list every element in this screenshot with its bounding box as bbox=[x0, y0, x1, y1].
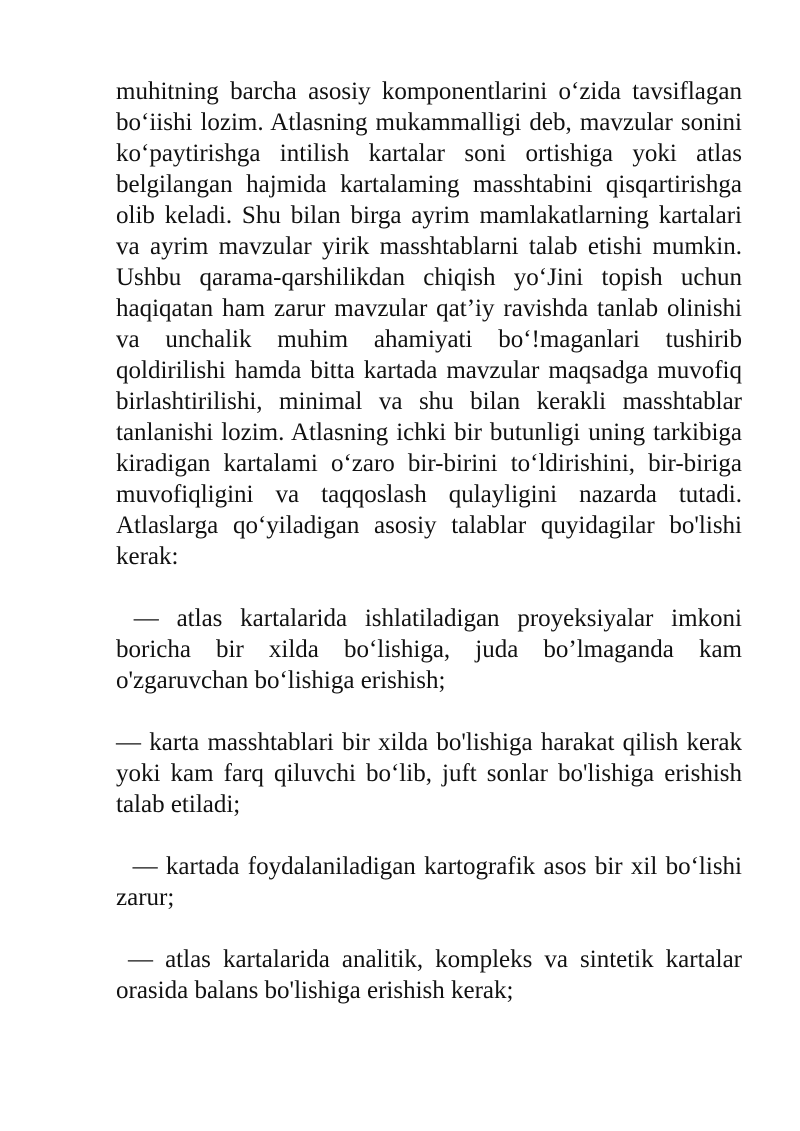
list-item-scales: — karta masshtablari bir xilda bo'lishiga harakat qilish kerak yoki kam farq qiluvchi bo‘lib, juft sonlar bo'lishiga erishish talab etiladi; bbox=[116, 729, 742, 818]
list-item-base: — kartada foydalaniladigan kartografik asos bir xil bo‘lishi zarur; bbox=[116, 853, 749, 911]
list-item-projections: — atlas kartalarida ishlatiladigan proyeksiyalar imkoni boricha bir xilda bo‘lishiga, juda bo’lmaganda kam o'zgaruvchan bo‘lishiga erishish; bbox=[116, 605, 749, 694]
list-item-balance: — atlas kartalarida analitik, kompleks va sintetik kartalar orasida balans bo'lishiga erishish kerak; bbox=[116, 946, 749, 1004]
document-page bbox=[116, 76, 749, 1006]
body-paragraph: muhitning barcha asosiy komponentlarini o‘zida tavsiflagan bo‘iishi lozim. Atlasning mukammalligi deb, mavzular sonini ko‘paytirishga intilish kartalar soni ortishiga yoki atlas belgilangan hajmida kartalaming masshtabini qisqartirishga olib keladi. Shu bilan birga ayrim mamlakatlarning kartalari va ayrim mavzular yirik masshtablarni talab etishi mumkin. Ushbu qarama-qarshilikdan chiqish yo‘Jini topish uchun haqiqatan ham zarur mavzular qat’iy ravishda tanlab olinishi va unchalik muhim ahamiyati bo‘!maganlari tushirib qoldirilishi hamda bitta kartada mavzular maqsadga muvofiq birlashtirilishi, minimal va shu bilan kerakli masshtablar tanlanishi lozim. Atlasning ichki bir butunligi uning tarkibiga kiradigan kartalami o‘zaro bir-birini to‘ldirishini, bir-biriga muvofiqligini va taqqoslash qulayligini nazarda tutadi. Atlaslarga qo‘yiladigan asosiy talablar quyidagilar bo'lishi kerak: bbox=[116, 78, 742, 570]
